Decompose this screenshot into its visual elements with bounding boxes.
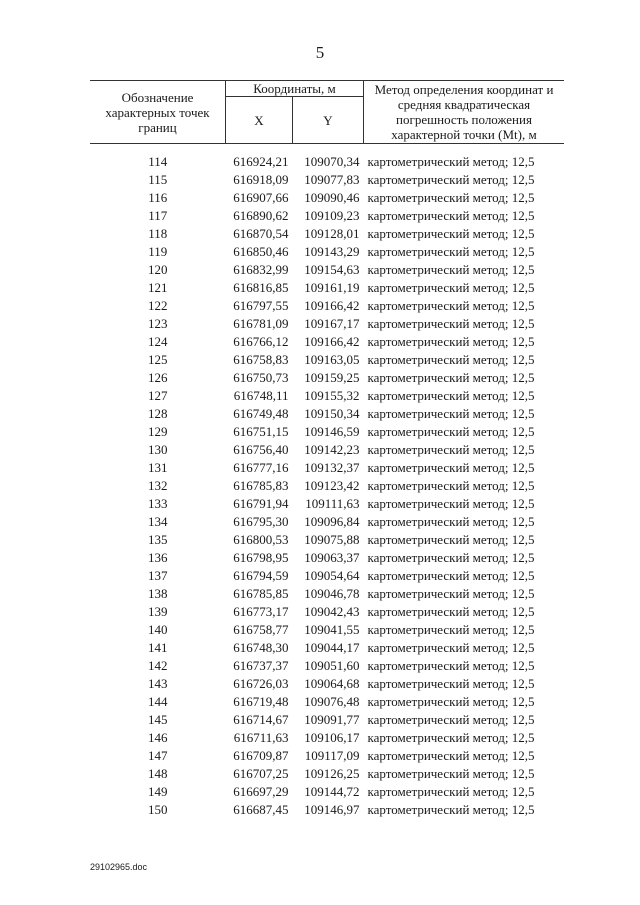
method-text: картометрический метод; 12,5 [367,676,535,691]
table-row [90,747,564,765]
coord-y: 109146,59 [304,424,360,439]
coord-y: 109163,05 [304,352,360,367]
header-designation: Обозначение характерных точек границ [90,81,226,144]
point-number: 139 [148,604,168,619]
coord-x: 616850,46 [233,244,289,259]
point-number: 124 [148,334,168,349]
method-text: картометрический метод; 12,5 [367,352,535,367]
coord-y: 109166,42 [304,334,360,349]
point-number: 116 [148,190,168,205]
point-number: 148 [148,766,168,781]
coord-y: 109106,17 [304,730,360,745]
coord-x: 616737,37 [233,658,289,673]
point-number: 120 [148,262,168,277]
table-row [90,639,564,657]
coord-y: 109096,84 [304,514,360,529]
coord-x: 616918,09 [233,172,289,187]
method-text: картометрический метод; 12,5 [367,370,535,385]
coord-y: 109123,42 [304,478,360,493]
point-number: 123 [148,316,168,331]
coord-y: 109063,37 [304,550,360,565]
coord-x: 616816,85 [233,280,289,295]
point-number: 122 [148,298,168,313]
point-number: 121 [148,280,168,295]
point-number: 125 [148,352,168,367]
table-row [90,459,564,477]
table-row [90,657,564,675]
table-row [90,585,564,603]
method-text: картометрический метод; 12,5 [367,730,535,745]
coord-x: 616797,55 [233,298,289,313]
page-number: 5 [315,43,325,62]
table-row [90,153,564,171]
coord-x: 616687,45 [233,802,289,817]
table-row [90,315,564,333]
coord-x: 616890,62 [233,208,289,223]
coord-y: 109143,29 [304,244,360,259]
method-text: картометрический метод; 12,5 [367,280,535,295]
table-row [90,225,564,243]
coord-y: 109054,64 [304,568,360,583]
coord-x: 616748,30 [233,640,289,655]
method-text: картометрический метод; 12,5 [367,622,535,637]
coord-x: 616832,99 [233,262,289,277]
table-row [90,423,564,441]
method-text: картометрический метод; 12,5 [367,244,535,259]
table-row [90,801,564,819]
coord-y: 109146,97 [304,802,360,817]
coord-x: 616749,48 [233,406,289,421]
method-text: картометрический метод; 12,5 [367,388,535,403]
spacer-row [90,144,564,154]
coord-x: 616709,87 [233,748,289,763]
coord-x: 616785,83 [233,478,289,493]
table-row [90,477,564,495]
point-number: 126 [148,370,168,385]
table-row [90,549,564,567]
method-text: картометрический метод; 12,5 [367,316,535,331]
table-row [90,261,564,279]
coord-x: 616748,11 [233,388,289,403]
point-number: 144 [148,694,168,709]
coord-x: 616697,29 [233,784,289,799]
point-number: 133 [148,496,168,511]
coord-y: 109161,19 [304,280,360,295]
header-coordinates: Координаты, м [226,81,364,97]
coord-y: 109042,43 [304,604,360,619]
coord-x: 616781,09 [233,316,289,331]
coord-x: 616785,85 [233,586,289,601]
table-header [90,81,564,144]
method-text: картометрический метод; 12,5 [367,460,535,475]
point-number: 117 [148,208,168,223]
table-row [90,729,564,747]
point-number: 138 [148,586,168,601]
table-row [90,495,564,513]
coord-x: 616756,40 [233,442,289,457]
method-text: картометрический метод; 12,5 [367,532,535,547]
method-text: картометрический метод; 12,5 [367,406,535,421]
coord-y: 109117,09 [304,748,360,763]
method-text: картометрический метод; 12,5 [367,514,535,529]
coord-x: 616758,77 [233,622,289,637]
coord-y: 109128,01 [304,226,360,241]
table-body [90,144,564,820]
point-number: 149 [148,784,168,799]
point-number: 119 [148,244,168,259]
coord-y: 109150,34 [304,406,360,421]
point-number: 145 [148,712,168,727]
table-row [90,387,564,405]
method-text: картометрический метод; 12,5 [367,262,535,277]
method-text: картометрический метод; 12,5 [367,802,535,817]
point-number: 141 [148,640,168,655]
coord-y: 109109,23 [304,208,360,223]
coord-x: 616870,54 [233,226,289,241]
coordinates-table [90,80,564,819]
point-number: 142 [148,658,168,673]
coord-y: 109044,17 [304,640,360,655]
point-number: 147 [148,748,168,763]
point-number: 136 [148,550,168,565]
point-number: 130 [148,442,168,457]
point-number: 127 [148,388,168,403]
coord-y: 109064,68 [304,676,360,691]
coord-x: 616777,16 [233,460,289,475]
method-text: картометрический метод; 12,5 [367,712,535,727]
point-number: 114 [148,154,168,169]
coord-x: 616750,73 [233,370,289,385]
table-row [90,693,564,711]
table-row [90,297,564,315]
coord-y: 109142,23 [304,442,360,457]
coord-x: 616719,48 [233,694,289,709]
method-text: картометрический метод; 12,5 [367,784,535,799]
coord-x: 616758,83 [233,352,289,367]
coord-x: 616798,95 [233,550,289,565]
method-text: картометрический метод; 12,5 [367,658,535,673]
method-text: картометрический метод; 12,5 [367,172,535,187]
method-text: картометрический метод; 12,5 [367,424,535,439]
point-number: 118 [148,226,168,241]
table-row [90,279,564,297]
footer-filename: 29102965.doc [90,862,148,872]
point-number: 140 [148,622,168,637]
coord-y: 109166,42 [304,298,360,313]
method-text: картометрический метод; 12,5 [367,298,535,313]
coord-x: 616791,94 [233,496,289,511]
coord-y: 109076,48 [304,694,360,709]
point-number: 131 [148,460,168,475]
method-text: картометрический метод; 12,5 [367,748,535,763]
coord-y: 109154,63 [304,262,360,277]
coord-y: 109075,88 [304,532,360,547]
coord-y: 109046,78 [304,586,360,601]
method-text: картометрический метод; 12,5 [367,190,535,205]
table-row [90,405,564,423]
table-row [90,189,564,207]
coord-x: 616794,59 [233,568,289,583]
header-row [90,81,564,97]
method-text: картометрический метод; 12,5 [367,478,535,493]
header-x: X [226,97,293,144]
coord-x: 616800,53 [233,532,289,547]
point-number: 115 [148,172,168,187]
coord-y: 109090,46 [304,190,360,205]
table-row [90,567,564,585]
table-row [90,711,564,729]
table-row [90,243,564,261]
method-text: картометрический метод; 12,5 [367,226,535,241]
table-row [90,333,564,351]
header-method: Метод определения координат и средняя квадратическая погрешность положения характерной точки (Mt), м [364,81,565,144]
table-row [90,603,564,621]
coord-y: 109091,77 [304,712,360,727]
coord-y: 109167,17 [304,316,360,331]
coord-x: 616924,21 [233,154,289,169]
table-row [90,207,564,225]
point-number: 146 [148,730,168,745]
coord-x: 616795,30 [233,514,289,529]
coord-x: 616907,66 [233,190,289,205]
method-text: картометрический метод; 12,5 [367,640,535,655]
point-number: 143 [148,676,168,691]
coord-y: 109051,60 [304,658,360,673]
coord-y: 109111,63 [305,496,360,511]
point-number: 137 [148,568,168,583]
table-row [90,369,564,387]
method-text: картометрический метод; 12,5 [367,154,535,169]
table-row [90,765,564,783]
point-number: 150 [148,802,168,817]
coord-x: 616773,17 [233,604,289,619]
method-text: картометрический метод; 12,5 [367,442,535,457]
coord-x: 616766,12 [233,334,289,349]
table-row [90,621,564,639]
table-row [90,171,564,189]
method-text: картометрический метод; 12,5 [367,766,535,781]
method-text: картометрический метод; 12,5 [367,334,535,349]
table-row [90,441,564,459]
point-number: 134 [148,514,168,529]
method-text: картометрический метод; 12,5 [367,604,535,619]
point-number: 132 [148,478,168,493]
coord-x: 616711,63 [233,730,289,745]
method-text: картометрический метод; 12,5 [367,694,535,709]
point-number: 128 [148,406,168,421]
point-number: 129 [148,424,168,439]
coord-x: 616726,03 [233,676,289,691]
coord-x: 616707,25 [233,766,289,781]
table-row [90,675,564,693]
table-row [90,783,564,801]
coord-y: 109126,25 [304,766,360,781]
method-text: картометрический метод; 12,5 [367,586,535,601]
coord-x: 616751,15 [233,424,289,439]
header-y: Y [293,97,364,144]
coord-y: 109132,37 [304,460,360,475]
table-row [90,351,564,369]
method-text: картометрический метод; 12,5 [367,496,535,511]
table-row [90,531,564,549]
method-text: картометрический метод; 12,5 [367,568,535,583]
point-number: 135 [148,532,168,547]
coord-y: 109077,83 [304,172,360,187]
coord-x: 616714,67 [233,712,289,727]
coord-y: 109041,55 [304,622,360,637]
method-text: картометрический метод; 12,5 [367,550,535,565]
table-row [90,513,564,531]
coord-y: 109070,34 [304,154,360,169]
method-text: картометрический метод; 12,5 [367,208,535,223]
coord-y: 109144,72 [304,784,360,799]
coord-y: 109159,25 [304,370,360,385]
coord-y: 109155,32 [304,388,360,403]
